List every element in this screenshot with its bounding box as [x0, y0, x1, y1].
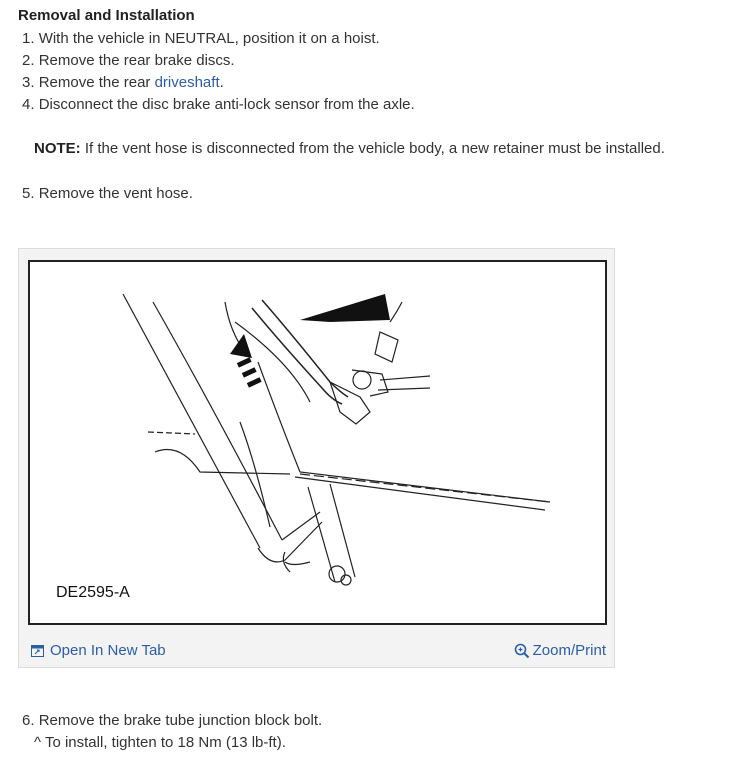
- zoom-print-label: Zoom/Print: [532, 642, 606, 659]
- open-in-new-tab-button[interactable]: [31, 642, 166, 659]
- step-number: 5.: [22, 185, 35, 202]
- step-3: [22, 74, 224, 91]
- step-text-after: .: [219, 74, 224, 91]
- step-text: Remove the brake tube junction block bolt.: [38, 712, 323, 729]
- step-number: 2.: [22, 52, 35, 69]
- note: [34, 140, 665, 157]
- step-number: 6.: [22, 712, 35, 729]
- substep-text: To install, tighten to 18 Nm (13 lb-ft).: [44, 734, 286, 751]
- step-6: [22, 712, 322, 729]
- figure-panel: [18, 248, 615, 668]
- step-1: [22, 30, 380, 47]
- step-2: [22, 52, 235, 69]
- step-text: Remove the vent hose.: [38, 185, 193, 202]
- figure-label: DE2595-A: [56, 584, 130, 601]
- figure-illustration: [28, 260, 607, 625]
- driveshaft-link[interactable]: driveshaft: [154, 74, 220, 91]
- step-text: With the vehicle in NEUTRAL, position it on a hoist.: [38, 30, 380, 47]
- zoom-print-button[interactable]: [514, 642, 606, 659]
- step-text: Remove the rear brake discs.: [38, 52, 235, 69]
- step-6-substep: [34, 734, 286, 751]
- step-number: 1.: [22, 30, 35, 47]
- note-label: NOTE:: [34, 140, 81, 157]
- magnifier-icon: [514, 643, 530, 659]
- note-text: If the vent hose is disconnected from the vehicle body, a new retainer must be installed.: [80, 140, 665, 157]
- step-number: 3.: [22, 74, 35, 91]
- step-5: [22, 185, 193, 202]
- step-4: [22, 96, 415, 113]
- step-number: 4.: [22, 96, 35, 113]
- vent-hose-diagram: [30, 262, 605, 623]
- step-text: Disconnect the disc brake anti-lock sensor from the axle.: [38, 96, 415, 113]
- substep-marker: ^: [34, 734, 42, 751]
- step-text: Remove the rear: [38, 74, 155, 91]
- open-in-new-tab-label: Open In New Tab: [50, 642, 166, 659]
- section-heading: Removal and Installation: [18, 7, 195, 24]
- external-tab-icon: [31, 645, 44, 657]
